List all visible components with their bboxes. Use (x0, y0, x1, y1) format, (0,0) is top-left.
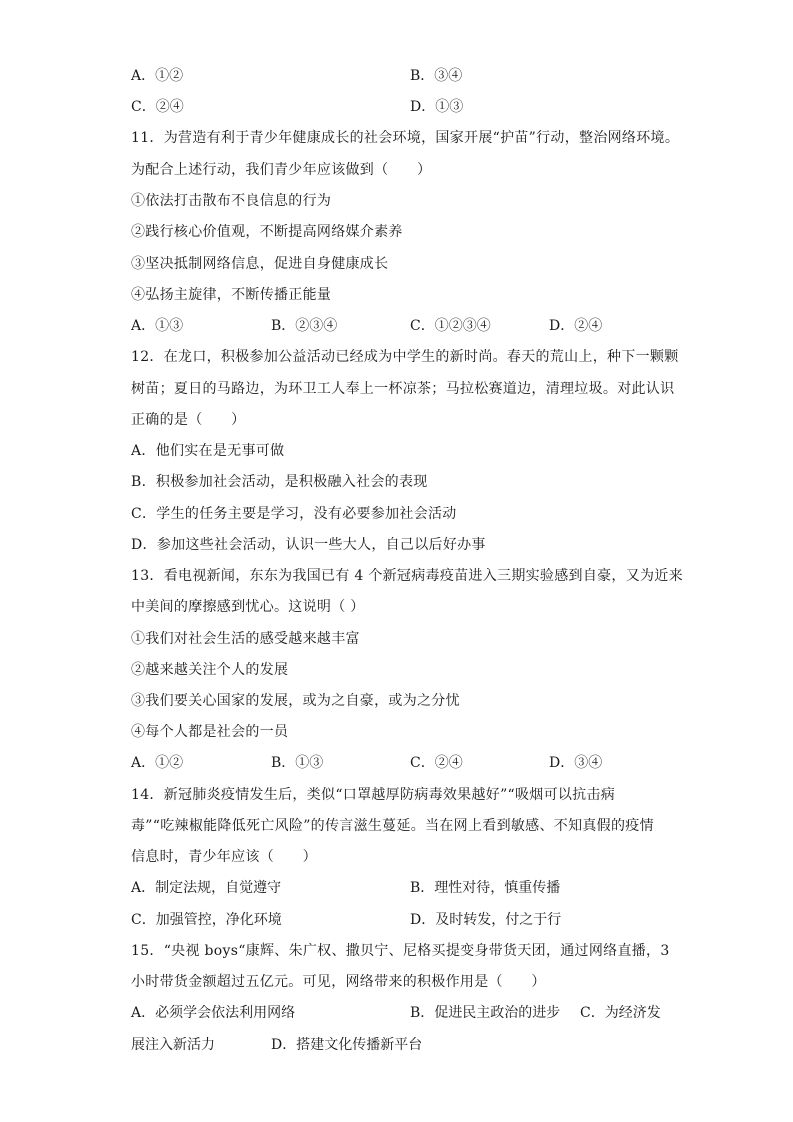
q15-stem-line2: 小时带货金额超过五亿元。可见，网络带来的积极作用是（ ） (131, 974, 546, 990)
q12-stem-line2: 树苗；夏日的马路边，为环卫工人奉上一杯凉茶；马拉松赛道边，清理垃圾。对此认识 (131, 381, 675, 397)
q12-stem-line3: 正确的是（ ） (131, 412, 246, 428)
prev-option-b: B．③④ (410, 68, 463, 84)
q13-option-a: A．①② (131, 755, 184, 771)
q13-stem-line2: 中美间的摩擦感到忧心。这说明（ ） (131, 599, 365, 615)
q12-option-a: A．他们实在是无事可做 (131, 443, 285, 459)
q14-option-b: B．理性对待，慎重传播 (410, 880, 561, 896)
q13-item1: ①我们对社会生活的感受越来越丰富 (131, 631, 360, 647)
q11-item4: ④弘扬主旋律，不断传播正能量 (131, 287, 332, 303)
q12-option-c: C．学生的任务主要是学习，没有必要参加社会活动 (131, 506, 457, 522)
q13-stem-line1: 13．看电视新闻，东东为我国已有 4 个新冠病毒疫苗进入三期实验感到自豪，又为近来 (131, 568, 683, 584)
q13-option-c: C．②④ (410, 755, 463, 771)
q11-option-b: B．②③④ (271, 318, 338, 334)
q15-option-d: D．搭建文化传播新平台 (271, 1037, 423, 1053)
q14-option-d: D．及时转发，付之于行 (410, 912, 562, 928)
q12-stem-line1: 12．在龙口，积极参加公益活动已经成为中学生的新时尚。春天的荒山上，种下一颗颗 (131, 349, 679, 365)
q12-option-d: D．参加这些社会活动，认识一些大人，自己以后好办事 (131, 537, 486, 553)
q15-stem-line1: 15．“央视 boys“康辉、朱广权、撒贝宁、尼格买提变身带货天团，通过网络直播，3 (131, 943, 670, 959)
q11-item1: ①依法打击散布不良信息的行为 (131, 193, 332, 209)
q14-stem-line2: 毒”“吃辣椒能降低死亡风险”的传言滋生蔓延。当在网上看到敏感、不知真假的疫情 (131, 818, 654, 834)
q15-option-c-part1: C．为经济发 (580, 1005, 661, 1021)
q15-option-c-part2: 展注入新活力 (131, 1037, 215, 1053)
q11-stem-line2: 为配合上述行动，我们青少年应该做到（ ） (131, 162, 432, 178)
q11-option-a: A．①③ (131, 318, 184, 334)
q13-option-b: B．①③ (271, 755, 324, 771)
prev-option-c: C．②④ (131, 99, 184, 115)
prev-option-a: A．①② (131, 68, 184, 84)
q13-item2: ②越来越关注个人的发展 (131, 662, 289, 678)
prev-option-d: D．①③ (410, 99, 464, 115)
q11-item3: ③坚决抵制网络信息，促进自身健康成长 (131, 256, 389, 272)
q15-option-a: A．必须学会依法利用网络 (131, 1005, 296, 1021)
q14-option-c: C．加强管控，净化环境 (131, 912, 282, 928)
q13-item4: ④每个人都是社会的一员 (131, 724, 289, 740)
q15-option-b: B．促进民主政治的进步 (410, 1005, 561, 1021)
q13-item3: ③我们要关心国家的发展，或为之自豪，或为之分忧 (131, 693, 460, 709)
q14-stem-line1: 14．新冠肺炎疫情发生后，类似“口罩越厚防病毒效果越好”“吸烟可以抗击病 (131, 787, 616, 803)
q14-option-a: A．制定法规，自觉遵守 (131, 880, 282, 896)
q11-item2: ②践行核心价值观，不断提高网络媒介素养 (131, 224, 403, 240)
q12-option-b: B．积极参加社会活动，是积极融入社会的表现 (131, 474, 428, 490)
q11-option-c: C．①②③④ (410, 318, 491, 334)
q13-option-d: D．③④ (549, 755, 603, 771)
q11-option-d: D．②④ (549, 318, 603, 334)
q11-stem-line1: 11．为营造有利于青少年健康成长的社会环境，国家开展“护苗”行动，整治网络环境。 (131, 130, 680, 146)
q14-stem-line3: 信息时，青少年应该（ ） (131, 849, 317, 865)
